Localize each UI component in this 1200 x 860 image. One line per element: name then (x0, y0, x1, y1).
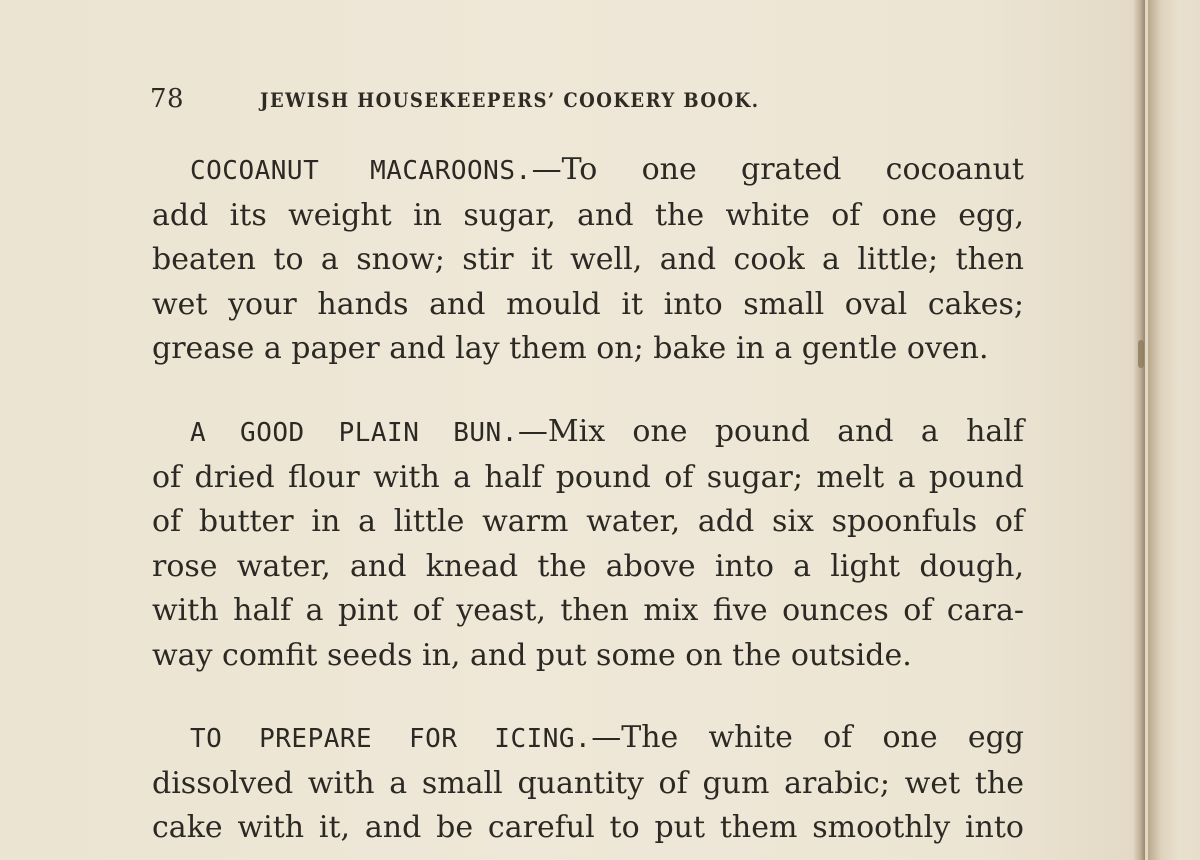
page-edge-mark (1138, 340, 1144, 368)
recipe-line: of dried flour with a half pound of sugar; melt a pound (152, 459, 1024, 495)
recipe-text: —To one grated cocoanut (531, 152, 1024, 187)
recipe-first-line (152, 148, 1024, 194)
recipe-line: with half a pint of yeast, then mix five ounces of cara- (152, 593, 1024, 629)
recipe-first-line (152, 716, 1024, 762)
recipe-line: grease a paper and lay them on; bake in a gentle oven. (152, 331, 989, 367)
recipe-title: A GOOD PLAIN BUN. (190, 418, 518, 448)
page-header (150, 82, 970, 116)
recipe-line: dissolved with a small quantity of gum arabic; wet the (152, 765, 1024, 801)
recipe-line: of butter in a little warm water, add six spoonfuls of (152, 504, 1024, 540)
page-gutter-shadow (1133, 0, 1145, 860)
recipe-title: TO PREPARE FOR ICING. (190, 724, 592, 754)
recipe-cocoanut-macaroons (152, 148, 1024, 372)
recipe-title: COCOANUT MACAROONS. (190, 156, 532, 186)
recipe-prepare-for-icing (152, 716, 1024, 851)
recipe-text: —The white of one egg (591, 720, 1024, 755)
recipe-line: way comfit seeds in, and put some on the outside. (152, 637, 912, 673)
running-title: JEWISH HOUSEKEEPERS’ COOKERY BOOK. (260, 88, 760, 112)
recipe-first-line (152, 410, 1024, 456)
recipe-text: —Mix one pound and a half (517, 414, 1024, 449)
recipe-line: beaten to a snow; stir it well, and cook a little; then (152, 242, 1024, 278)
recipe-line: add its weight in sugar, and the white of one egg, (152, 197, 1024, 233)
adjacent-page-edge (1148, 0, 1200, 860)
recipe-good-plain-bun (152, 410, 1024, 679)
page-number: 78 (150, 84, 185, 114)
recipe-line: rose water, and knead the above into a light dough, (152, 548, 1024, 584)
recipe-line: cake with it, and be careful to put them smoothly into (152, 810, 1024, 846)
recipe-line: wet your hands and mould it into small oval cakes; (152, 286, 1024, 322)
